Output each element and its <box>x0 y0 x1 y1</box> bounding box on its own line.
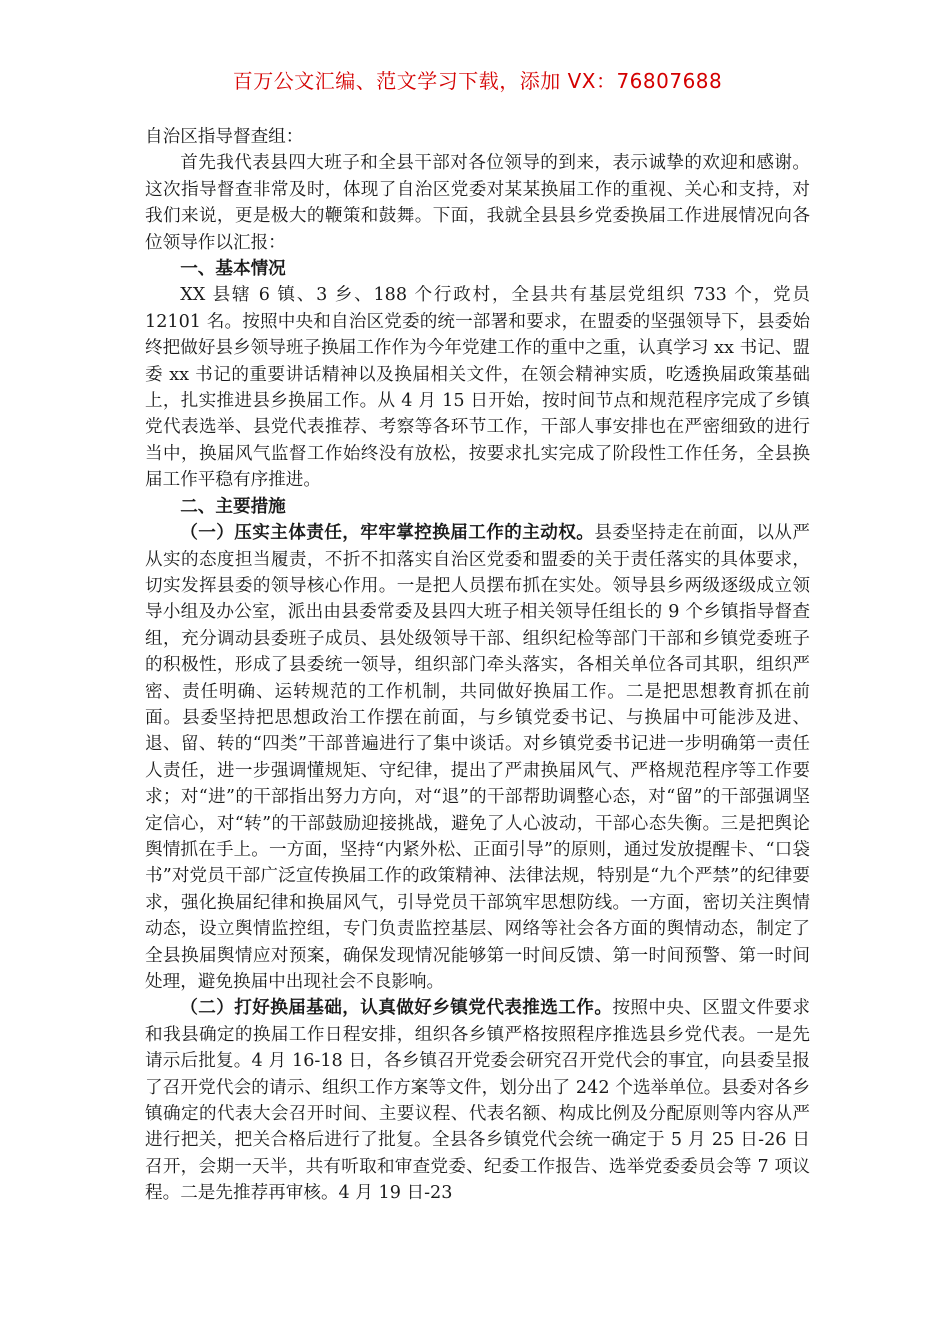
basic-situation-paragraph: XX 县辖 6 镇、3 乡、188 个行政村，全县共有基层党组织 733 个，党员 12101 名。按照中央和自治区党委的统一部署和要求，在盟委的坚强领导下，县委始终把做好县乡领导班子换届工作作为今年党建工作的重中之重，认真学习 xx 书记、盟委 xx 书记的重要讲话精神以及换届相关文件，在领会精神实质，吃透换届政策基础上，扎实推进县乡换届工作。从 4 月 15 日开始，按时间节点和规范程序完成了乡镇党代表选举、县党代表推荐、考察等各环节工作，干部人事安排也在严密细致的进行当中，换届风气监督工作始终没有放松，按要求扎实完成了阶段性工作任务，全县换届工作平稳有序推进。 <box>145 285 810 491</box>
measure-2-paragraph <box>145 995 810 1206</box>
section-heading-basic: 一、基本情况 <box>180 258 286 280</box>
salutation: 自治区指导督查组： <box>145 127 304 147</box>
intro-paragraph: 首先我代表县四大班子和全县干部对各位领导的到来，表示诚挚的欢迎和感谢。这次指导督查非常及时，体现了自治区党委对某某换届工作的重视、关心和支持，对我们来说，更是极大的鞭策和鼓舞。下面，我就全县县乡党委换届工作进展情况向各位领导作以汇报： <box>145 153 810 253</box>
measure-1-paragraph <box>145 520 810 995</box>
document-body <box>145 124 810 1207</box>
measure-1-text: 县委坚持走在前面，以从严从实的态度担当履责，不折不扣落实自治区党委和盟委的关于责任落实的具体要求，切实发挥县委的领导核心作用。一是把人员摆布抓在实处。领导县乡两级逐级成立领导小组及办公室，派出由县委常委及县四大班子相关领导任组长的 9 个乡镇指导督查组，充分调动县委班子成员、县处级领导干部、组织纪检等部门干部和乡镇党委班子的积极性，形成了县委统一领导，组织部门牵头落实，各相关单位各司其职，组织严密、责任明确、运转规范的工作机制，共同做好换届工作。二是把思想教育抓在前面。县委坚持把思想政治工作摆在前面，与乡镇党委书记、与换届中可能涉及进、退、留、转的“四类”干部普遍进行了集中谈话。对乡镇党委书记进一步明确第一责任人责任，进一步强调懂规矩、守纪律，提出了严肃换届风气、严格规范程序等工作要求；对“进”的干部指出努力方向，对“退”的干部帮助调整心态，对“留”的干部强调坚定信心，对“转”的干部鼓励迎接挑战，避免了人心波动，干部心态失衡。三是把舆论舆情抓在手上。一方面，坚持“内紧外松、正面引导”的原则，通过发放提醒卡、“口袋书”对党员干部广泛宣传换届工作的政策精神、法律法规，特别是“九个严禁”的纪律要求，强化换届纪律和换届风气，引导党员干部筑牢思想防线。一方面，密切关注舆情动态，设立舆情监控组，专门负责监控基层、网络等社会各方面的舆情动态，制定了全县换届舆情应对预案，确保发现情况能够第一时间反馈、第一时间预警、第一时间处理，避免换届中出现社会不良影响。 <box>145 523 810 992</box>
promo-banner: 百万公文汇编、范文学习下载，添加 VX：76807688 <box>232 69 723 93</box>
measure-2-lead: （二）打好换届基础，认真做好乡镇党代表推选工作。 <box>180 997 613 1019</box>
measure-1-lead: （一）压实主体责任，牢牢掌控换届工作的主动权。 <box>180 522 595 544</box>
measure-2-text: 按照中央、区盟文件要求和我县确定的换届工作日程安排，组织各乡镇严格按照程序推选县乡党代表。一是先请示后批复。4 月 16-18 日，各乡镇召开党委会研究召开党代会的事宜，向县委呈报了召开党代会的请示、组织工作方案等文件，划分出了 242 个选举单位。县委对各乡镇确定的代表大会召开时间、主要议程、代表名额、构成比例及分配原则等内容从严进行把关，把关合格后进行了批复。全县各乡镇党代会统一确定于 5 月 25 日-26 日召开，会期一天半，共有听取和审查党委、纪委工作报告、选举党委委员会等 7 项议程。二是先推荐再审核。4 月 19 日-23 <box>145 998 810 1204</box>
section-heading-measures: 二、主要措施 <box>180 495 286 517</box>
